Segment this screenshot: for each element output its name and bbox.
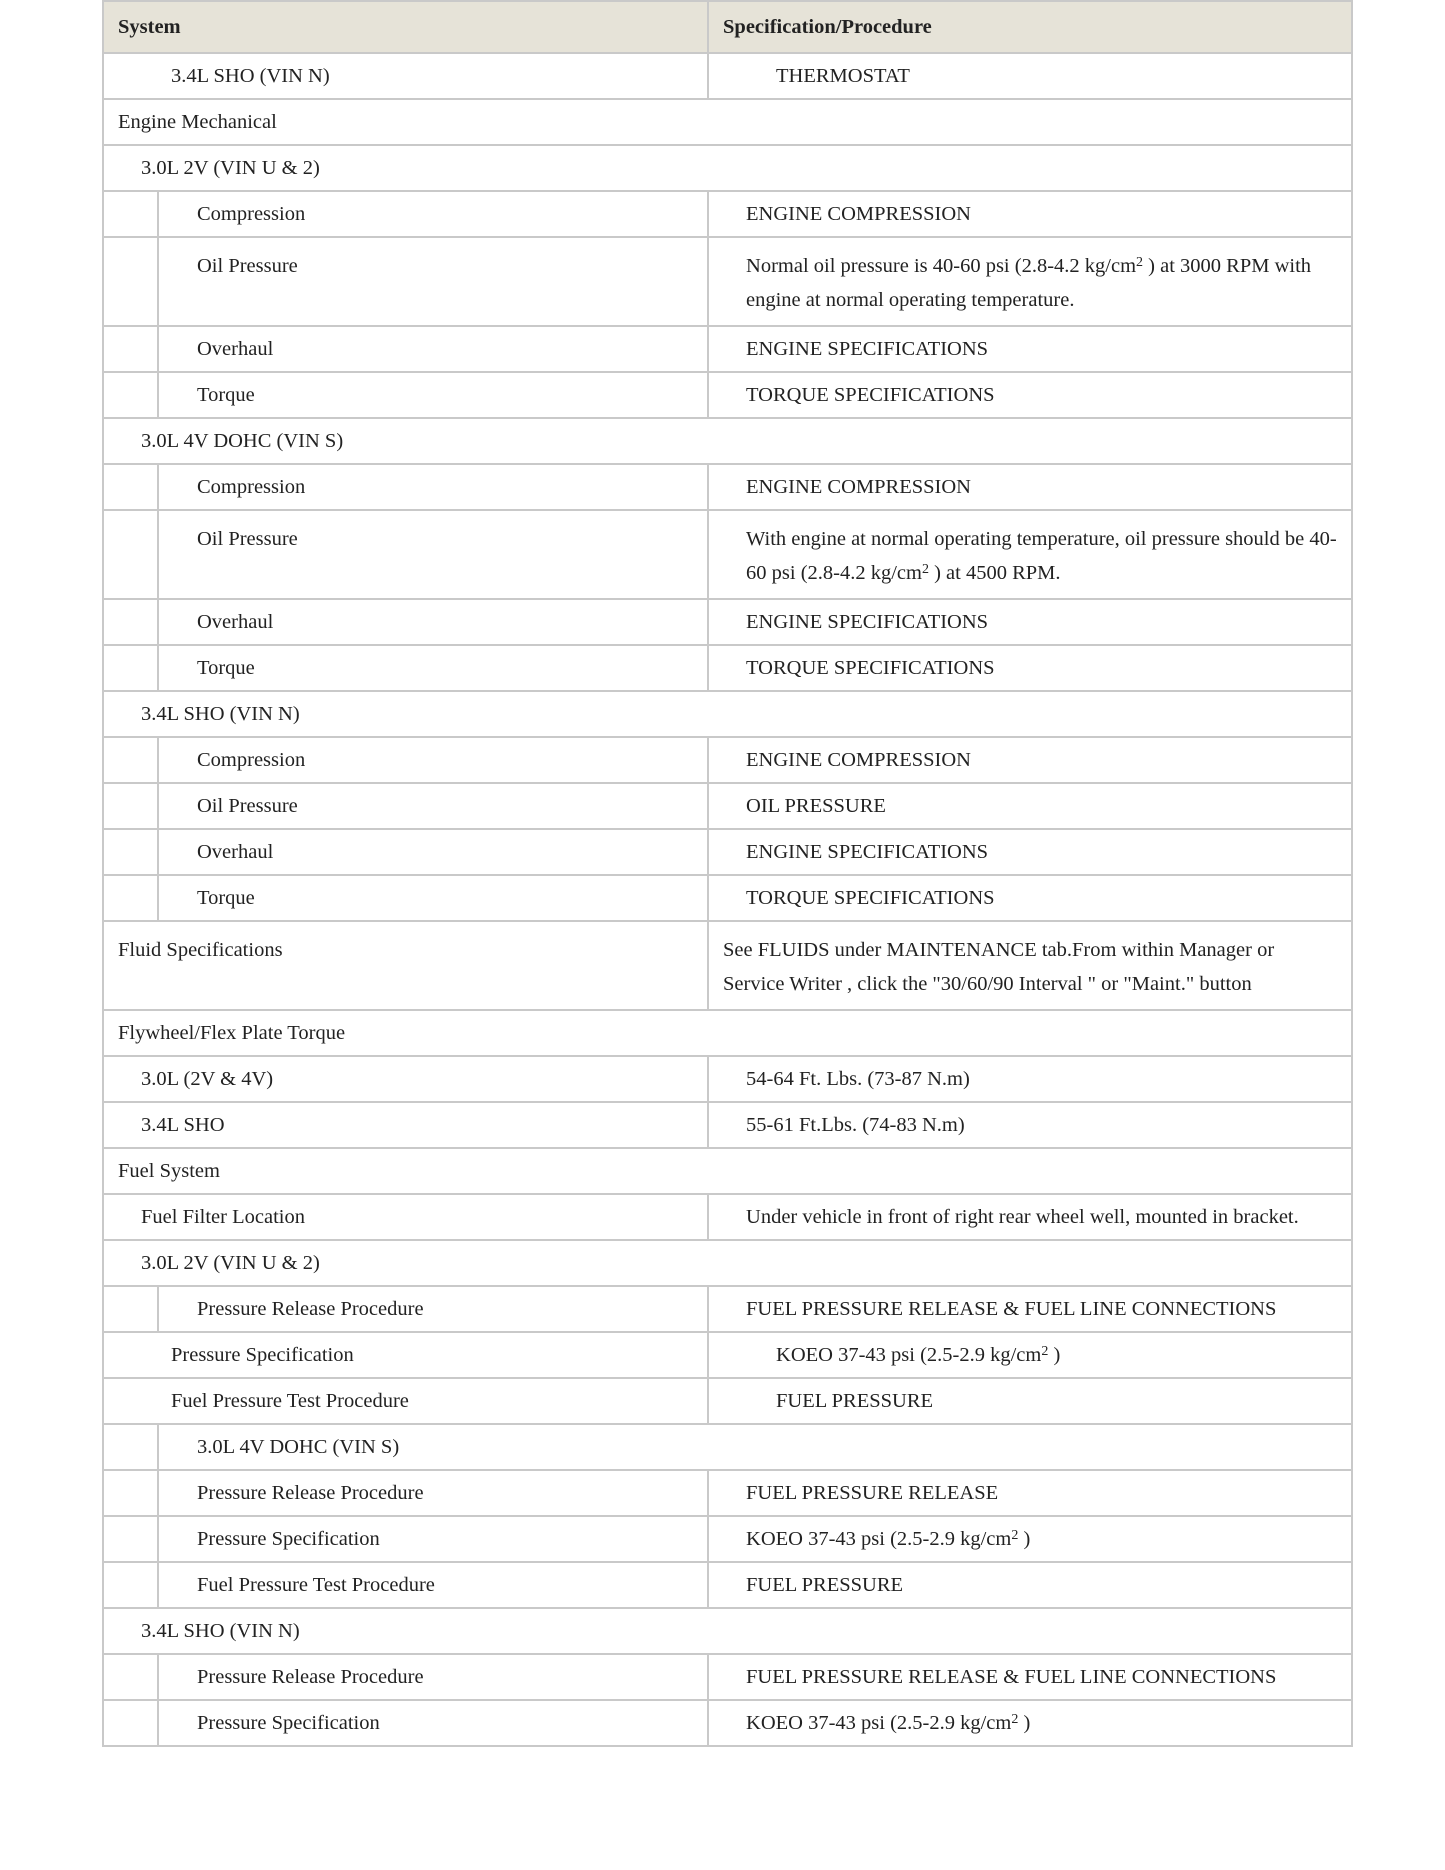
table-row (103, 1378, 1352, 1424)
indent-spacer (103, 237, 158, 326)
table-row (103, 645, 1352, 691)
indent-spacer (103, 1700, 158, 1746)
indent-spacer (103, 737, 158, 783)
system-label: Oil Pressure (158, 510, 708, 599)
spec-value: TORQUE SPECIFICATIONS (708, 372, 1352, 418)
table-row (103, 326, 1352, 372)
table-row (103, 1332, 1352, 1378)
section-label: 3.4L SHO (VIN N) (103, 1608, 1352, 1654)
table-row (103, 599, 1352, 645)
table-row (103, 191, 1352, 237)
table-row (103, 1056, 1352, 1102)
spec-value: FUEL PRESSURE (708, 1378, 1352, 1424)
table-header-row (103, 1, 1352, 53)
system-label: Pressure Specification (103, 1332, 708, 1378)
section-row (103, 1608, 1352, 1654)
indent-spacer (103, 1286, 158, 1332)
system-label: 3.0L (2V & 4V) (103, 1056, 708, 1102)
superscript: 2 (1011, 1712, 1019, 1727)
section-row (103, 1240, 1352, 1286)
spec-value: 55-61 Ft.Lbs. (74-83 N.m) (708, 1102, 1352, 1148)
section-row (103, 1010, 1352, 1056)
indent-spacer (103, 875, 158, 921)
table-row (103, 737, 1352, 783)
system-label: Oil Pressure (158, 237, 708, 326)
table-row (103, 1562, 1352, 1608)
system-label: Overhaul (158, 599, 708, 645)
system-label: Torque (158, 372, 708, 418)
section-label: Engine Mechanical (103, 99, 1352, 145)
spec-value: ENGINE COMPRESSION (708, 737, 1352, 783)
system-label: Pressure Specification (158, 1516, 708, 1562)
spec-value: ENGINE SPECIFICATIONS (708, 599, 1352, 645)
indent-spacer (103, 372, 158, 418)
table-row (103, 875, 1352, 921)
table-row (103, 1470, 1352, 1516)
system-label: Fluid Specifications (103, 921, 708, 1010)
superscript: 2 (1041, 1344, 1049, 1359)
section-row (103, 99, 1352, 145)
spec-value-text: KOEO 37-43 psi (2.5-2.9 kg/cm (746, 1712, 1012, 1734)
section-row (103, 1424, 1352, 1470)
section-label: 3.4L SHO (VIN N) (103, 691, 1352, 737)
table-row (103, 1516, 1352, 1562)
system-label: Torque (158, 875, 708, 921)
spec-value: FUEL PRESSURE RELEASE & FUEL LINE CONNECTIONS (708, 1286, 1352, 1332)
system-label: Overhaul (158, 829, 708, 875)
spec-value-text: ) (1018, 1712, 1031, 1734)
spec-value: FUEL PRESSURE RELEASE (708, 1470, 1352, 1516)
indent-spacer (103, 510, 158, 599)
system-label: Pressure Release Procedure (158, 1654, 708, 1700)
superscript: 2 (1136, 255, 1144, 270)
table-row (103, 510, 1352, 599)
spec-value: THERMOSTAT (708, 53, 1352, 99)
section-row (103, 418, 1352, 464)
table-row (103, 1700, 1352, 1746)
spec-value: Under vehicle in front of right rear wheel well, mounted in bracket. (708, 1194, 1352, 1240)
indent-spacer (103, 829, 158, 875)
spec-value: ENGINE SPECIFICATIONS (708, 829, 1352, 875)
spec-body (103, 53, 1352, 1746)
spec-value (708, 1516, 1352, 1562)
indent-spacer (103, 326, 158, 372)
spec-value: FUEL PRESSURE (708, 1562, 1352, 1608)
spec-value-text: Normal oil pressure is 40-60 psi (2.8-4.2 kg/cm (746, 255, 1137, 277)
system-label: Pressure Specification (158, 1700, 708, 1746)
spec-value (708, 1700, 1352, 1746)
system-label: Oil Pressure (158, 783, 708, 829)
spec-value (708, 510, 1352, 599)
header-system: System (103, 1, 708, 53)
table-row (103, 1654, 1352, 1700)
indent-spacer (103, 1470, 158, 1516)
spec-value (708, 237, 1352, 326)
spec-value-text: KOEO 37-43 psi (2.5-2.9 kg/cm (776, 1344, 1042, 1366)
spec-value-text: With engine at normal operating temperature, oil pressure should be 40-60 psi (2.8-4.2 kg/cm (746, 528, 1337, 584)
table-row (103, 1194, 1352, 1240)
table-row (103, 1102, 1352, 1148)
indent-spacer (103, 191, 158, 237)
header-spec: Specification/Procedure (708, 1, 1352, 53)
section-label: 3.0L 4V DOHC (VIN S) (158, 1424, 1352, 1470)
spec-value-text: ) (1048, 1344, 1061, 1366)
superscript: 2 (1011, 1528, 1019, 1543)
spec-value: FUEL PRESSURE RELEASE & FUEL LINE CONNECTIONS (708, 1654, 1352, 1700)
spec-value: OIL PRESSURE (708, 783, 1352, 829)
table-row (103, 53, 1352, 99)
system-label: 3.4L SHO (103, 1102, 708, 1148)
section-label: Fuel System (103, 1148, 1352, 1194)
superscript: 2 (921, 562, 929, 577)
system-label: 3.4L SHO (VIN N) (103, 53, 708, 99)
spec-value: ENGINE COMPRESSION (708, 191, 1352, 237)
system-label: Compression (158, 737, 708, 783)
spec-value: See FLUIDS under MAINTENANCE tab.From within Manager or Service Writer , click the "30/60/90 Interval " or "Maint." button (708, 921, 1352, 1010)
spec-value-text: ) (1018, 1528, 1031, 1550)
system-label: Torque (158, 645, 708, 691)
section-row (103, 691, 1352, 737)
spec-value: 54-64 Ft. Lbs. (73-87 N.m) (708, 1056, 1352, 1102)
spec-value: ENGINE COMPRESSION (708, 464, 1352, 510)
system-label: Fuel Pressure Test Procedure (158, 1562, 708, 1608)
indent-spacer (103, 464, 158, 510)
system-label: Fuel Pressure Test Procedure (103, 1378, 708, 1424)
system-label: Compression (158, 191, 708, 237)
indent-spacer (103, 645, 158, 691)
spec-value-text: KOEO 37-43 psi (2.5-2.9 kg/cm (746, 1528, 1012, 1550)
table-row (103, 1286, 1352, 1332)
system-label: Pressure Release Procedure (158, 1286, 708, 1332)
indent-spacer (103, 1424, 158, 1470)
spec-value-text: ) at 3000 RPM with engine at normal operating temperature. (746, 255, 1312, 311)
spec-value (708, 1332, 1352, 1378)
spec-value: TORQUE SPECIFICATIONS (708, 875, 1352, 921)
section-label: 3.0L 2V (VIN U & 2) (103, 1240, 1352, 1286)
system-label: Overhaul (158, 326, 708, 372)
indent-spacer (103, 1654, 158, 1700)
system-label: Fuel Filter Location (103, 1194, 708, 1240)
indent-spacer (103, 1516, 158, 1562)
table-row (103, 829, 1352, 875)
table-row (103, 464, 1352, 510)
spec-value: ENGINE SPECIFICATIONS (708, 326, 1352, 372)
spec-value-text: ) at 4500 RPM. (928, 562, 1061, 584)
table-row (103, 783, 1352, 829)
system-label: Pressure Release Procedure (158, 1470, 708, 1516)
indent-spacer (103, 783, 158, 829)
spec-value: TORQUE SPECIFICATIONS (708, 645, 1352, 691)
table-row (103, 921, 1352, 1010)
table-row (103, 237, 1352, 326)
indent-spacer (103, 599, 158, 645)
section-label: 3.0L 2V (VIN U & 2) (103, 145, 1352, 191)
section-row (103, 145, 1352, 191)
table-row (103, 372, 1352, 418)
system-label: Compression (158, 464, 708, 510)
section-label: Flywheel/Flex Plate Torque (103, 1010, 1352, 1056)
indent-spacer (103, 1562, 158, 1608)
section-label: 3.0L 4V DOHC (VIN S) (103, 418, 1352, 464)
spec-table (102, 0, 1353, 1747)
section-row (103, 1148, 1352, 1194)
